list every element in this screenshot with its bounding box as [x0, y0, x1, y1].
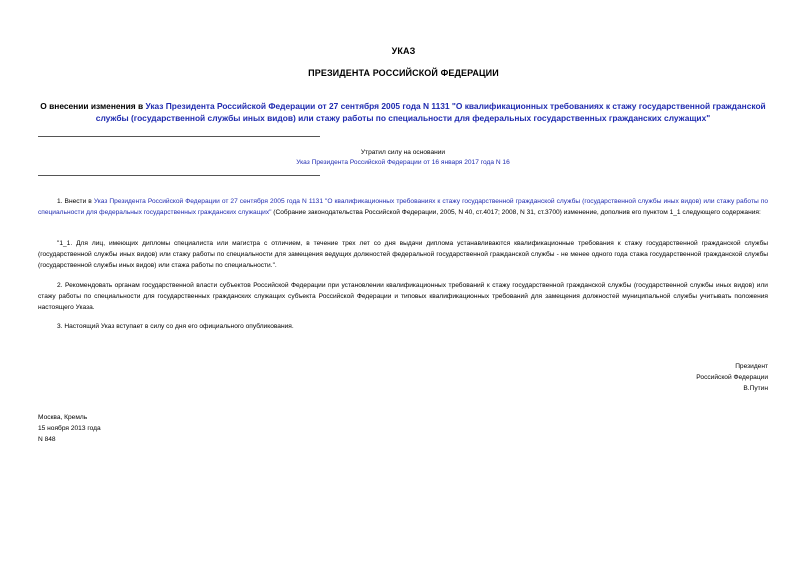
divider-top [38, 136, 320, 137]
document-type-heading: УКАЗ [391, 46, 416, 56]
clause-1 [38, 196, 768, 218]
issuer-heading: ПРЕЗИДЕНТА РОССИЙСКОЙ ФЕДЕРАЦИИ [308, 68, 499, 78]
document-subject [38, 100, 768, 124]
lost-force-note: Утратил силу на основании [360, 149, 446, 156]
signing-place: Москва, Кремль [38, 414, 88, 421]
clause-1-prefix: 1. Внести в [57, 198, 94, 205]
signing-date: 15 ноября 2013 года [38, 425, 101, 432]
place-date-block [38, 412, 101, 445]
signature-block [696, 361, 768, 394]
clause-1-suffix: (Собрание законодательства Российской Федерации, 2005, N 40, ст.4017; 2008, N 31, ст.3700) изменение, дополнив его пунктом 1_1 следующего содержания: [271, 209, 761, 217]
signer-country: Российской Федерации [696, 374, 768, 381]
document-number: N 848 [38, 436, 56, 443]
divider-bottom [38, 175, 320, 176]
signer-title: Президент [735, 363, 768, 370]
clause-1-decree-link[interactable]: Указ Президента Российской Федерации от 27 сентября 2005 года N 1131 "О квалификационных требованиях к стажу государственной гражданской службы (государственной службы иных видов) или стажу работы по специальности для федеральных государственных гражданских служащих" [38, 198, 768, 217]
clause-1-1-text: "1_1. Для лиц, имеющих дипломы специалиста или магистра с отличием, в течение трех лет со дня выдачи диплома устанавливаются квалификационные требования к стажу государственной гражданской службы (государственной службы иных видов) или стажу работы по специальности для замещения ведущих должностей федеральной государственной гражданской службы - не менее одного года стажа государственной гражданской службы (государственной службы иных видов) или стажа работы по специальности.". [38, 240, 768, 270]
clause-3: 3. Настоящий Указ вступает в силу со дня его официального опубликования. [57, 323, 294, 330]
subject-prefix: О внесении изменения в [40, 101, 146, 111]
signer-name: В.Путин [743, 385, 768, 392]
lost-force-basis [250, 158, 556, 168]
repealing-decree-link[interactable]: Указ Президента Российской Федерации от 16 января 2017 года N 16 [296, 159, 510, 166]
clause-2: 2. Рекомендовать органам государственной власти субъектов Российской Федерации при установлении квалификационных требований к стажу государственной гражданской службы (государственной службы иных видов) или стажу работы по специальности для государственных гражданских служащих субъекта Российской Федерации и типовых квалификационных требований для замещения должностей муниципальной службы учитывать положения настоящего Указа. [38, 282, 768, 312]
amended-decree-link[interactable]: Указ Президента Российской Федерации от 27 сентября 2005 года N 1131 "О квалификационных требованиях к стажу государственной гражданской службы (государственной службы иных видов) или стажу работы по специальности для федеральных государственных гражданских служащих" [95, 101, 766, 123]
